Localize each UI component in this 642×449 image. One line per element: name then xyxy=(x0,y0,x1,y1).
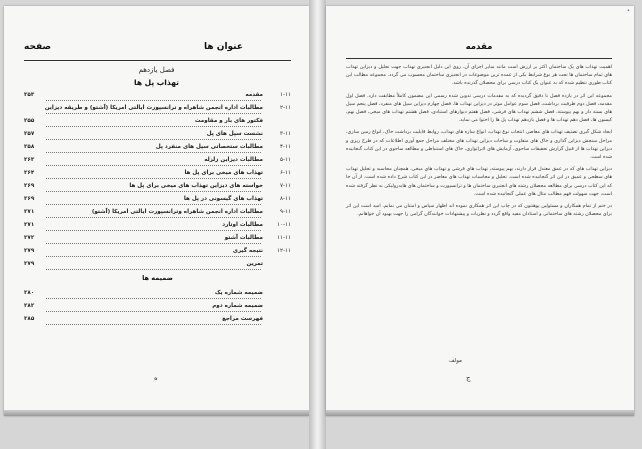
toc-entry-label: ضمیمه شماره دوم xyxy=(212,303,263,309)
author-signature: مولف xyxy=(448,358,462,364)
toc-entry-label: مطالبات اداره انجمن شاهراه و ترانسپورت ایالتی امریکا (آشتو) و طریقه دیزاین xyxy=(44,105,263,111)
toc-entry xyxy=(24,155,291,168)
toc-entry xyxy=(24,246,291,259)
chapter-title: فصل یازدهم xyxy=(138,66,175,74)
toc-entry-page: ۲۵۷ xyxy=(24,131,35,137)
toc-entry-number: ۸-۱۱ xyxy=(279,196,291,202)
toc-entry-label: نتیجه گیری xyxy=(232,248,263,254)
toc-entry-number: ۶-۱۱ xyxy=(279,170,291,176)
toc-entry-page: ۲۶۹ xyxy=(24,183,35,189)
toc-page-column-heading: صفحه xyxy=(24,42,52,52)
toc-entry xyxy=(24,207,291,220)
toc-entry-number: ۱-۱۱ xyxy=(279,92,291,98)
toc-entry-number: ۳-۱۱ xyxy=(279,131,291,137)
chapter-subtitle: تهذاب پل ها xyxy=(134,78,179,87)
toc-dot-leader xyxy=(46,230,261,231)
toc-entry-page: ۲۸۰ xyxy=(24,290,35,296)
toc-entry-number: ۵-۱۱ xyxy=(279,157,291,163)
toc-entry xyxy=(24,90,291,103)
toc-header xyxy=(24,42,291,58)
toc-entry-page: ۲۸۲ xyxy=(24,303,35,309)
toc-entry-label: فکتور های بار و مقاومت xyxy=(194,118,263,124)
toc-entry-number: ۹-۱۱ xyxy=(279,209,291,215)
toc-dot-leader xyxy=(46,243,261,244)
toc-entry xyxy=(24,103,291,116)
toc-dot-leader xyxy=(46,139,261,140)
toc-entry-number: ۱۱-۱۱ xyxy=(276,235,291,241)
toc-entry-label: مطالبات اداره انجمن شاهراه وترانسپورت ایالتی امریکا (آشتو) xyxy=(91,209,263,215)
toc-entry xyxy=(24,116,291,129)
toc-entry-label: مطالبات دیزاین زلزله xyxy=(204,157,263,163)
toc-entry-page: ۲۷۱ xyxy=(24,209,35,215)
toc-entry-page: ۲۷۱ xyxy=(24,222,35,228)
toc-entry xyxy=(24,259,291,272)
left-page-table-of-contents xyxy=(4,6,309,416)
toc-entry-page: ۲۶۴ xyxy=(24,170,35,176)
toc-entry xyxy=(24,142,291,155)
toc-entry-label: مقدمه xyxy=(245,92,263,98)
toc-entry-label: مطالبات آشتو xyxy=(224,235,263,241)
intro-paragraph: ایجاد شکل گیری تصنیف تهذاب های معاصر، انتخاب نوع تهذاب، انواع سازه های تهذاب، روابط قابلیت برداشت خاک، انواع زمین سازی، مراحل سنجش دیزاین گذاری و خاک های متفاوت و ساحات دیزاین تهذاب های مختلف مراحل جمع آوری اطلاعات که در طرح ریزی و دیزاین تهذاب ها از قبیل گزارش تحقیقات ساحوی، آزمایش های لابراتواری، خاک های استنباطی و مطالعه ساحوی در این کتاب گنجانیده شده است. xyxy=(346,130,612,161)
intro-paragraph: در ختم از تمام همکاران و مسئولین پوهنتون که در چاپ این اثر همکاری نموده اند اظهار سپاس و امتنان می نمایم. امید است این اثر برای محصلان رشته های ساختمانی و استادان مفید واقع گردد و نظریات و پیشنهادات خوانندگان گرامی را جهت بهبود آن خواهانم. xyxy=(346,204,612,218)
corner-mark: • xyxy=(627,8,630,14)
toc-dot-leader xyxy=(46,126,261,127)
toc-entry-page: ۲۶۹ xyxy=(24,196,35,202)
book-gutter xyxy=(309,0,326,449)
intro-paragraph: مجموعه این اثر در یازده فصل با دقیق گردیده که به مقدمات درسی تدوین شده رسمی این مضمون کاملاً مطابقت دارد. فصل اول مقدمه، فصل دوم ظرفیت برداشت، فصل سوم عوامل موثر در دیزاین تهذاب ها، فصل چهارم دیزاین سپل های منفرد، فصل پنجم سپل های بسته دار و بهم پیوسته، فصل ششم تهذاب های فرشی، فصل هفتم دیوارهای استنادی، فصل هشتم تهذاب های میخی، فصل نهم، کیسون ها، فصل دهم تهذاب ها و فصل یازدهم تهذاب پل ها را احتوا می نماید. xyxy=(346,93,612,124)
toc-entry-label: مطالبات اوتارد xyxy=(222,222,263,228)
toc-dot-leader xyxy=(46,324,261,325)
toc-dot-leader xyxy=(46,217,261,218)
toc-dot-leader xyxy=(46,311,261,312)
intro-divider xyxy=(346,58,612,59)
toc-entry xyxy=(24,181,291,194)
appendix-title: ضمیمه ها xyxy=(142,274,173,282)
toc-entry-page: ۲۵۳ xyxy=(24,92,35,98)
toc-entry-page: ۲۷۲ xyxy=(24,235,35,241)
toc-dot-leader xyxy=(46,204,261,205)
toc-entry-number: ۴-۱۱ xyxy=(279,144,291,150)
toc-entry-page: ۲۸۵ xyxy=(24,316,35,322)
toc-title: عنوان ها xyxy=(204,42,243,52)
toc-entry-number: ۷-۱۱ xyxy=(279,183,291,189)
toc-dot-leader xyxy=(46,191,261,192)
toc-entry xyxy=(24,301,291,314)
toc-entry-label: تمرین xyxy=(246,261,263,267)
toc-entry-number: ۱۰-۱۱ xyxy=(276,222,291,228)
intro-paragraph: دیزاین تهذاب های که در عمق معتدل قرار دارند، بهم پیوسته، تهذاب های فرشی و تهذاب های میخی، همچنان محاسبه و تحلیل تهذاب های سطحی و عمیق در این اثر گنجانیده شده است. تحلیل و محاسبات تهذاب های معاصر در این کتاب شرح داده شده است. از آن جا که این کتاب درسی برای مطالعه محصلان رشته های انجنیری ساختمان ها و ترانسپورت و ساختمان های هایدرولیکی به نظر گرفته شده است، جهت سهولت فهم مطالب مثال های عملی گنجانیده شده است. xyxy=(346,167,612,197)
toc-divider xyxy=(24,60,291,61)
toc-entry-label: تهذاب های میخی برای پل ها xyxy=(184,170,263,176)
page-edge xyxy=(326,410,634,416)
page-number: ج xyxy=(466,374,471,382)
toc-dot-leader xyxy=(46,100,261,101)
toc-dot-leader xyxy=(46,113,261,114)
toc-entry-page: ۲۷۹ xyxy=(24,248,35,254)
toc-dot-leader xyxy=(46,298,261,299)
toc-entry xyxy=(24,194,291,207)
toc-entry-page: ۲۵۸ xyxy=(24,144,35,150)
toc-entry-page: ۲۷۹ xyxy=(24,261,35,267)
toc-dot-leader xyxy=(46,152,261,153)
right-page-introduction xyxy=(326,6,634,416)
toc-entry-label: مطالبات ستخصاتی سپل های منفرد پل xyxy=(155,144,263,150)
toc-entry-page: ۲۵۵ xyxy=(24,118,35,124)
page-number: ه xyxy=(154,374,158,382)
intro-paragraph: اهمیت تهذاب های یک ساختمان اکثر بر ارزش است مانند سایر اجزای آن. روی این دلیل انجنیری تهذاب جهت تحلیل و دیزاین تهذاب های تمام ساختمان ها تحت هر نوع شرایط یکی از عمده ترین موضوعات در انجنیری ساختمان محسوب می گردد. مجموعه مطالب این کتاب طوری تنظیم شده که به عنوان یک کتاب درسی برای محصلان گذرنده باشد. xyxy=(346,65,612,87)
toc-entry xyxy=(24,288,291,301)
intro-body xyxy=(346,64,612,223)
toc-entry-label: خواسته های دیزاین تهذاب های میخی برای پل ها xyxy=(129,183,263,189)
toc-entry xyxy=(24,233,291,246)
toc-entry-number: ۱۲-۱۱ xyxy=(276,248,291,254)
toc-entry-label: تهذاب های گیسونی در پل ها xyxy=(183,196,263,202)
toc-entry xyxy=(24,220,291,233)
toc-dot-leader xyxy=(46,269,261,270)
toc-entry xyxy=(24,168,291,181)
toc-dot-leader xyxy=(46,256,261,257)
toc-entry-label: فهرست مراجع xyxy=(222,316,263,322)
toc-entry-label: نشست سپل های پل xyxy=(206,131,263,137)
intro-title: مقدمه xyxy=(465,42,493,52)
page-edge xyxy=(4,410,309,416)
toc-entry-page: ۲۶۳ xyxy=(24,157,35,163)
toc-entry-label: ضمیمه شماره یک xyxy=(214,290,263,296)
toc-list xyxy=(24,90,291,327)
toc-entry xyxy=(24,129,291,142)
toc-entry xyxy=(24,314,291,327)
toc-dot-leader xyxy=(46,178,261,179)
toc-dot-leader xyxy=(46,165,261,166)
toc-entry-number: ۲-۱۱ xyxy=(279,105,291,111)
